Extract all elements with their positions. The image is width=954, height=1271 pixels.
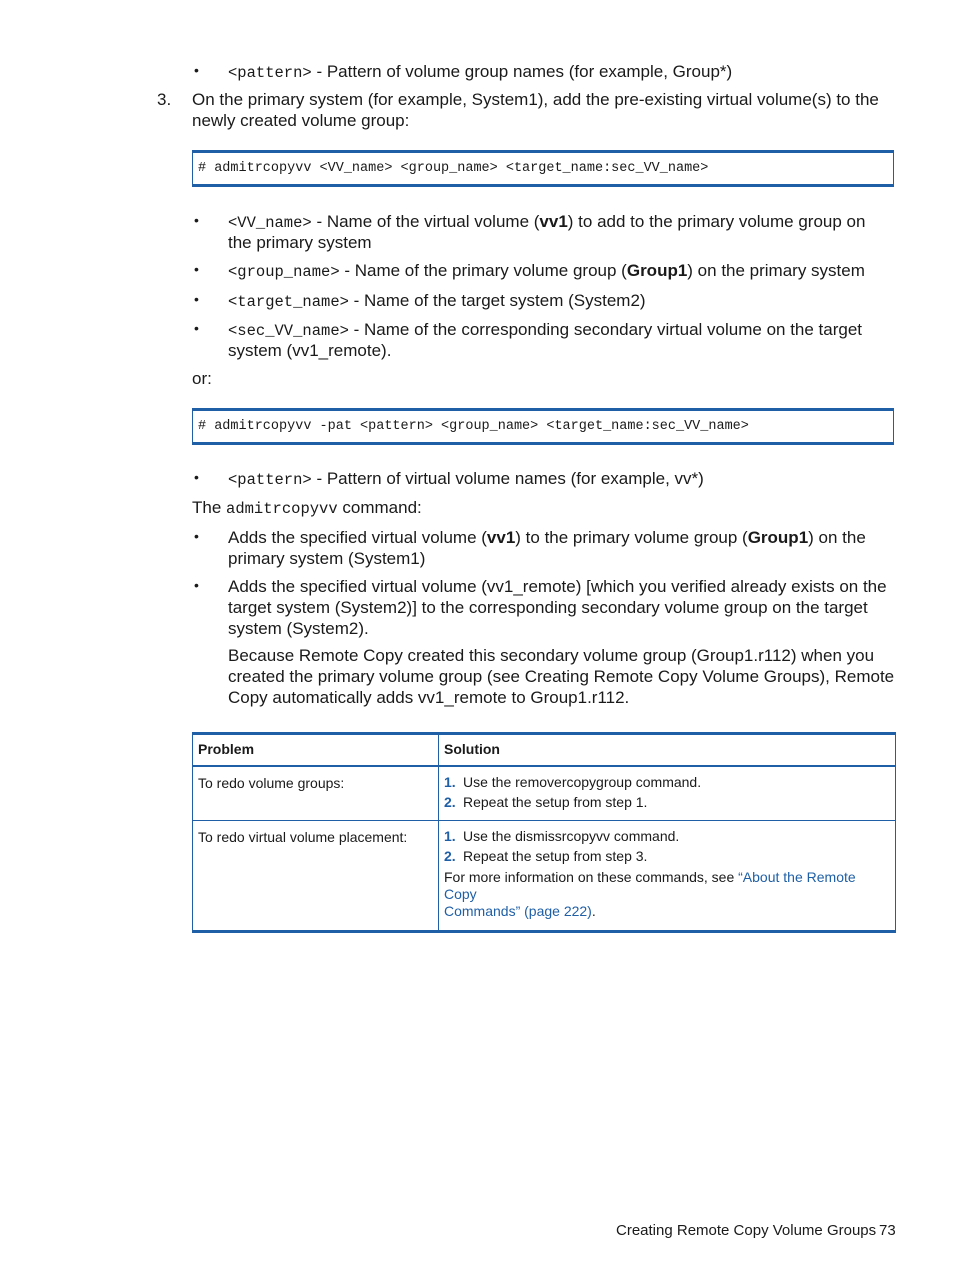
problem-solution-table	[192, 732, 896, 933]
bullet: •	[194, 469, 199, 485]
more-info-note: For more information on these commands, see “About the Remote Copy Commands” (page 222).	[444, 869, 856, 919]
pattern-vv-bullet: <pattern> - Pattern of virtual volume names (for example, vv*)	[228, 469, 704, 489]
step3-text-line1: On the primary system (for example, System1), add the pre-existing virtual volume(s) to the	[192, 90, 879, 109]
because-line1: Because Remote Copy created this secondary volume group (Group1.r112) when you	[228, 646, 875, 665]
solution-cell	[439, 766, 896, 821]
solution-step: 1. Use the dismissrcopyvv command.	[444, 828, 680, 844]
code-block-admitrcopyvv	[192, 150, 894, 187]
code-line: # admitrcopyvv -pat <pattern> <group_name> <target_name:sec_VV_name>	[198, 419, 749, 434]
table-header-row	[193, 734, 896, 767]
header-solution: Solution	[439, 734, 896, 767]
param-vv-name-line2: the primary system	[228, 233, 372, 252]
bullet: •	[194, 212, 199, 228]
step-number: 3.	[157, 90, 172, 109]
solution-step: 2. Repeat the setup from step 1.	[444, 794, 648, 810]
because-line2: created the primary volume group (see Creating Remote Copy Volume Groups), Remote	[228, 667, 895, 686]
param-target-name: <target_name> - Name of the target system (System2)	[228, 291, 646, 311]
header-problem: Problem	[193, 734, 439, 767]
page-number: 73	[879, 1222, 896, 1239]
because-line3: Copy automatically adds vv1_remote to Group1.r112.	[228, 688, 630, 707]
remote-copy-commands-link[interactable]: “About the Remote Copy Commands” (page 222)	[444, 869, 856, 919]
bullet: •	[194, 320, 199, 336]
effect-primary-line2: primary system (System1)	[228, 549, 426, 568]
solution-cell	[439, 821, 896, 932]
bullet: •	[194, 291, 199, 307]
effect-primary: Adds the specified virtual volume (vv1) to the primary volume group (Group1) on the	[228, 528, 866, 547]
param-vv-name: <VV_name> - Name of the virtual volume (vv1) to add to the primary volume group on	[228, 212, 866, 232]
solution-step: 2. Repeat the setup from step 3.	[444, 848, 648, 864]
step3-text-line2: newly created volume group:	[192, 111, 410, 130]
effect-secondary-line3: system (System2).	[228, 619, 369, 638]
code-line: # admitrcopyvv <VV_name> <group_name> <target_name:sec_VV_name>	[198, 161, 709, 176]
effect-secondary-line1: Adds the specified virtual volume (vv1_remote) [which you verified already exists on the	[228, 577, 887, 596]
bullet: •	[194, 261, 199, 277]
bullet: •	[194, 528, 199, 544]
solution-step: 1. Use the removercopygroup command.	[444, 774, 702, 790]
param-sec-vv-name: <sec_VV_name> - Name of the corresponding secondary virtual volume on the target	[228, 320, 863, 340]
problem-cell: To redo volume groups:	[193, 766, 439, 821]
command-intro: The admitrcopyvv command:	[192, 498, 422, 518]
problem-cell: To redo virtual volume placement:	[193, 821, 439, 932]
or-label: or:	[192, 369, 212, 388]
bullet: •	[194, 577, 199, 593]
bullet: •	[194, 62, 199, 78]
param-sec-vv-name-line2: system (vv1_remote).	[228, 341, 392, 360]
effect-secondary-line2: target system (System2)] to the corresponding secondary volume group on the target	[228, 598, 868, 617]
code-block-admitrcopyvv-pattern	[192, 408, 894, 445]
table-row	[193, 766, 896, 821]
param-group-name: <group_name> - Name of the primary volume group (Group1) on the primary system	[228, 261, 865, 281]
pattern-group-bullet: <pattern> - Pattern of volume group names (for example, Group*)	[228, 62, 733, 82]
footer-title: Creating Remote Copy Volume Groups	[616, 1222, 877, 1239]
table-row	[193, 821, 896, 932]
